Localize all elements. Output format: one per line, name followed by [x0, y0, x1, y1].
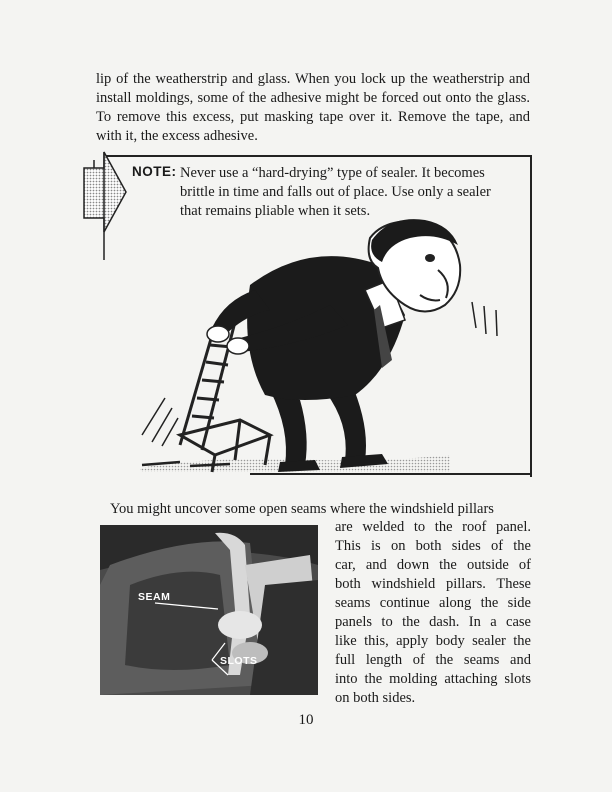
photo-image [100, 525, 318, 695]
slots-callout: SLOTS [220, 655, 258, 667]
body-paragraph-2 [335, 518, 531, 708]
note-line: brittle in time and falls out of place. Use only a sealer [180, 184, 491, 200]
paragraph-line: into the molding attaching slots [335, 671, 531, 687]
paragraph-line: full length of the seams and [335, 652, 531, 668]
windshield-photo [100, 525, 318, 695]
paragraph-line: seams continue along the side [335, 595, 531, 611]
paragraph-line: panels to the dash. In a case [335, 614, 531, 630]
seam-callout: SEAM [138, 591, 171, 603]
body-paragraph-2-lead: You might uncover some open seams where the windshield pillars [110, 501, 494, 517]
paragraph-line: like this, apply body sealer the [335, 633, 531, 649]
page-number: 10 [298, 712, 314, 728]
note-label: NOTE: [132, 164, 177, 179]
paragraph-line: This is on both sides of the [335, 538, 531, 554]
cartoon-illustration [120, 210, 520, 475]
paragraph-line: are welded to the roof panel. [335, 519, 531, 535]
paragraph-line: on both sides. [335, 690, 416, 706]
note-line: that remains pliable when it sets. [180, 203, 371, 219]
body-paragraph-1: lip of the weatherstrip and glass. When you lock up the weatherstrip and install moldings, some of the adhesive might be forced out onto the glass. To remove this excess, put masking tape over it. Remove the tape, and with it, the excess adhesive. [96, 71, 530, 144]
note-line: Never use a “hard-drying” type of sealer. It becomes [180, 165, 485, 181]
paragraph-line: car, and down the outside of [335, 557, 531, 573]
paragraph-line: both windshield pillars. These [335, 576, 531, 592]
